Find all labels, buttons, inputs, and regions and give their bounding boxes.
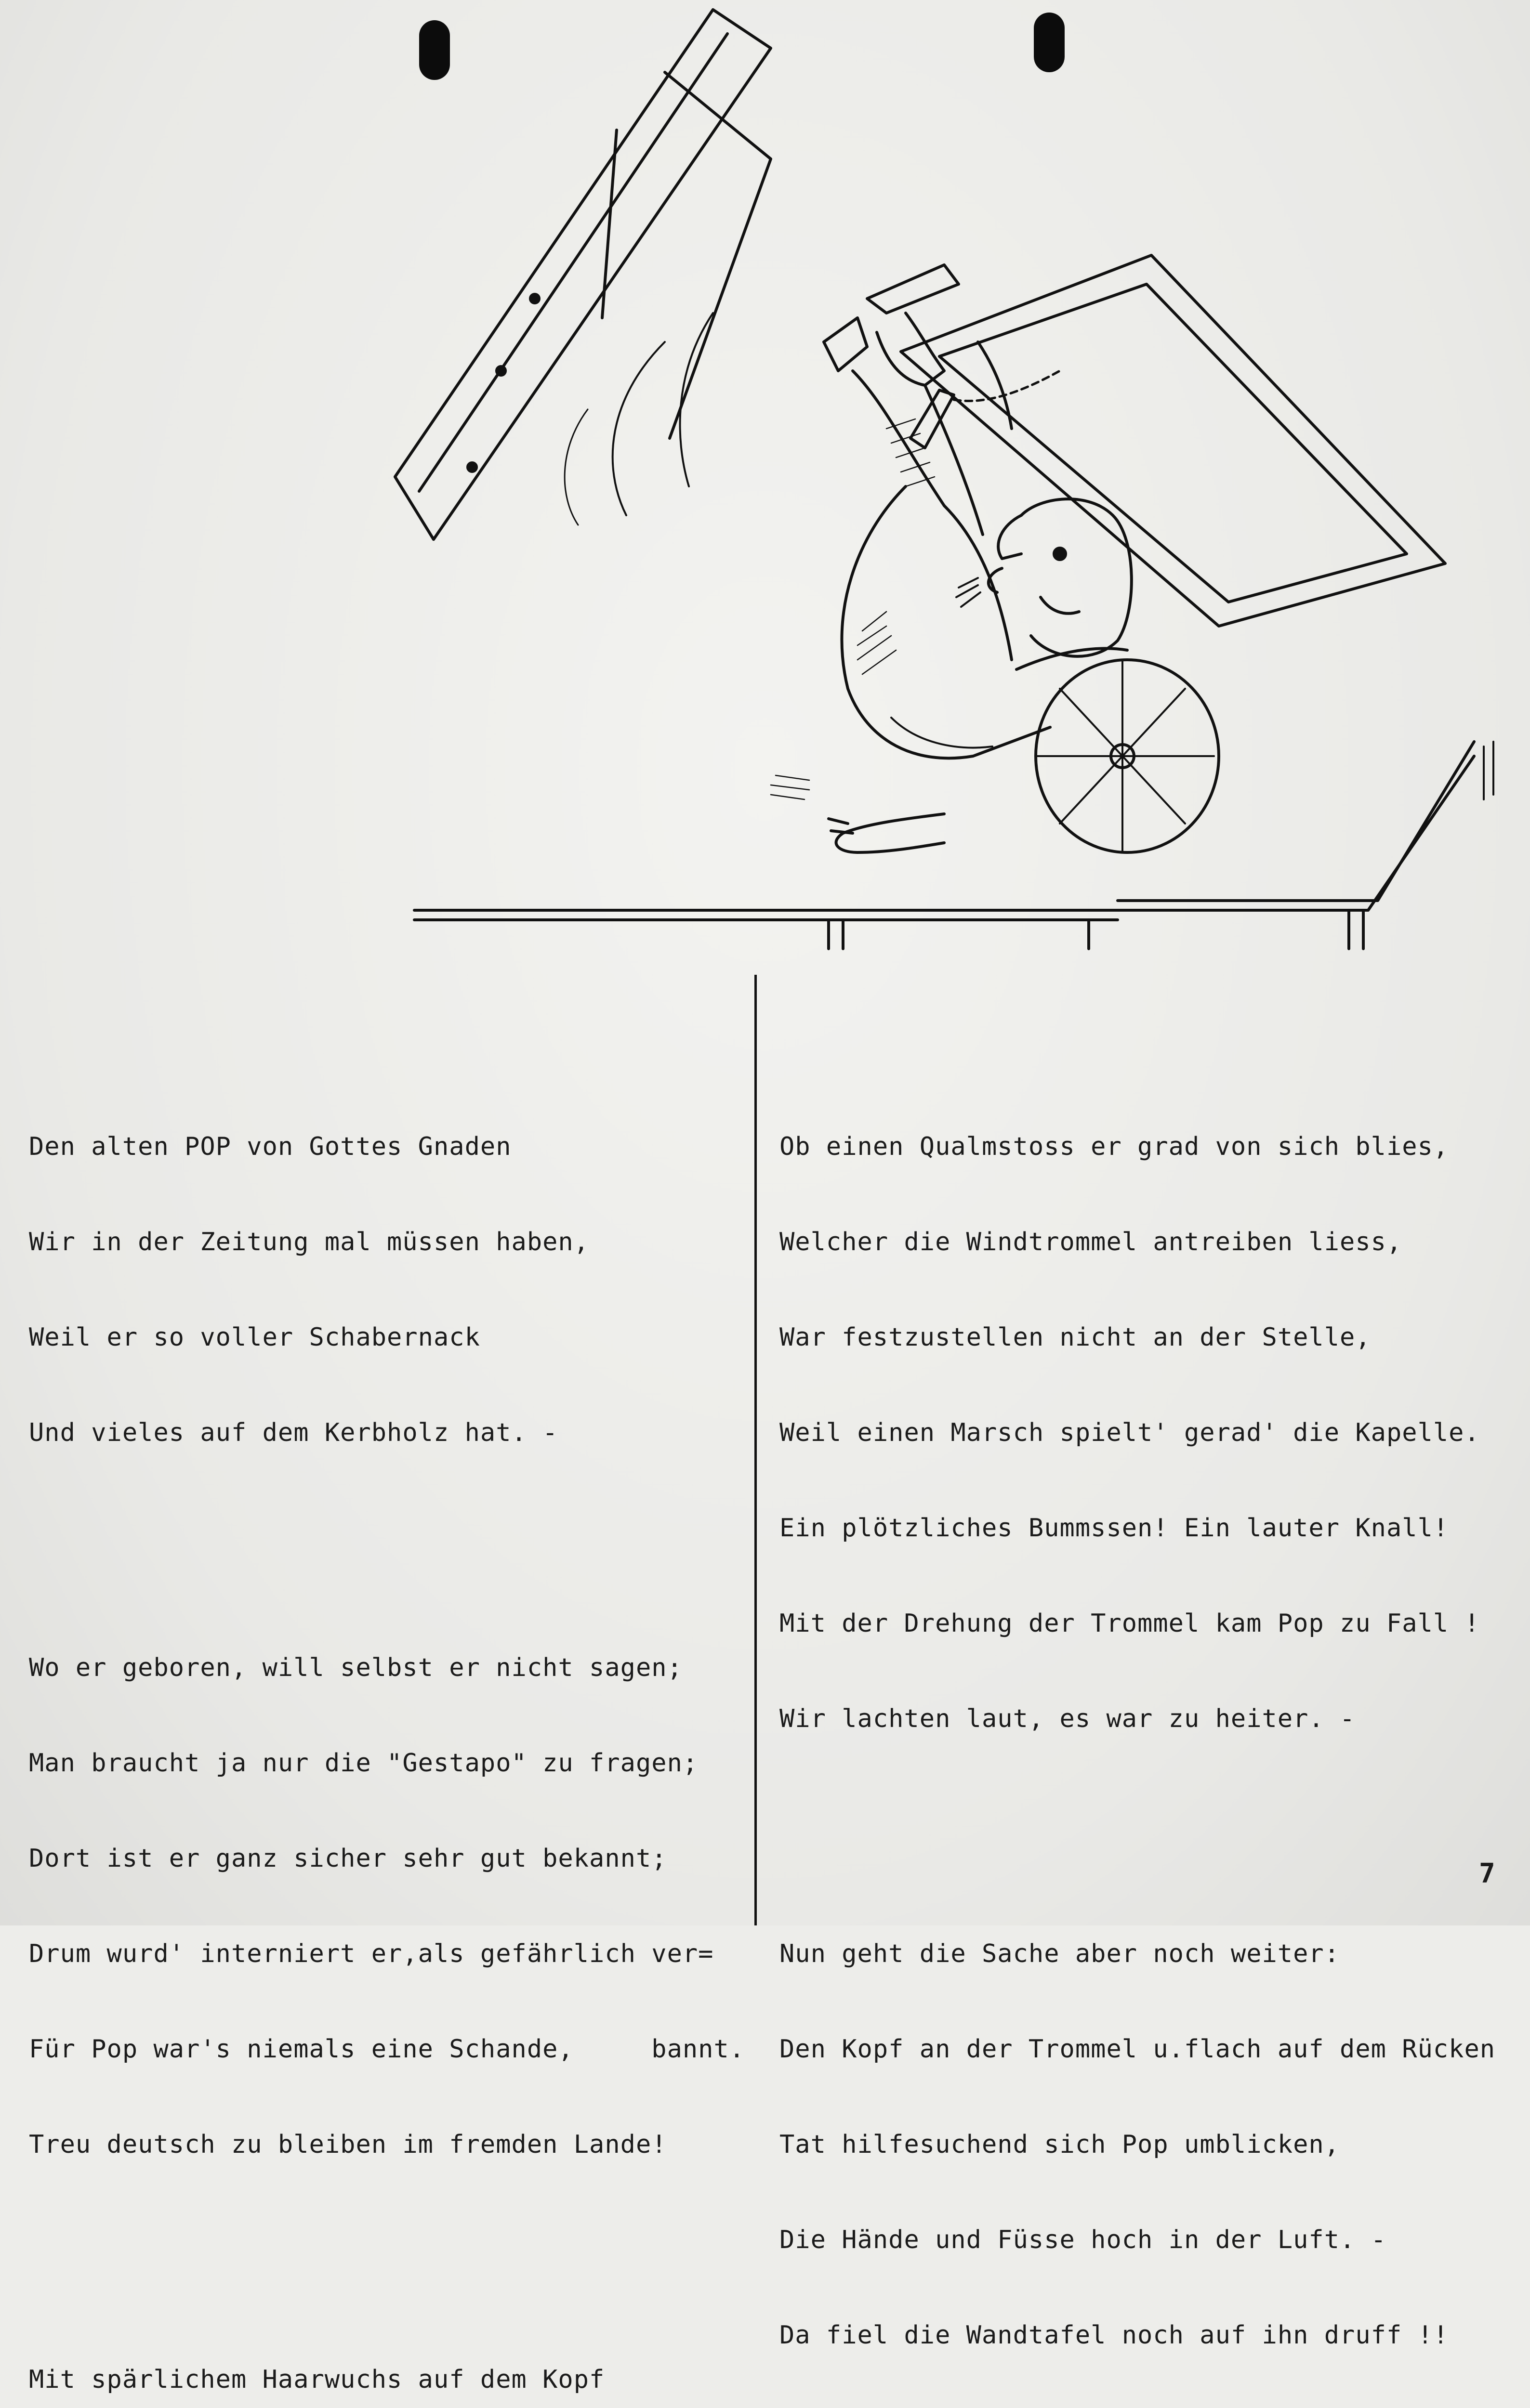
poem-line: Den Kopf an der Trommel u.flach auf dem Rücken — [779, 2035, 1496, 2064]
poem-line: Und vieles auf dem Kerbholz hat. - — [29, 1418, 558, 1447]
poem-line: Dort ist er ganz sicher sehr gut bekannt; — [29, 1844, 667, 1873]
stanza — [29, 1588, 747, 2224]
poem-line: Weil er so voller Schabernack — [29, 1323, 480, 1352]
poem-left-column — [29, 1004, 747, 2408]
head — [1021, 499, 1132, 656]
poem-line: Ein plötzliches Bummssen! Ein lauter Knall! — [779, 1514, 1449, 1543]
poem-line: Treu deutsch zu bleiben im fremden Lande! — [29, 2130, 667, 2159]
easel-frame — [395, 10, 771, 539]
column-divider — [754, 975, 757, 1925]
poem-line: Wo er geboren, will selbst er nicht sagen; — [29, 1653, 683, 1682]
poem-line: Man braucht ja nur die "Gestapo" zu fragen; — [29, 1749, 699, 1778]
poem-line: Für Pop war's niemals eine Schande, bannt. — [29, 2035, 745, 2064]
stanza — [29, 1067, 747, 1512]
poem-line: Wir lachten laut, es war zu heiter. - — [779, 1704, 1356, 1733]
stanza — [29, 2300, 747, 2408]
page-number: 7 — [1479, 1858, 1495, 1889]
cartoon-falling-man-icon — [376, 5, 1522, 958]
poem-line: Da fiel die Wandtafel noch auf ihn druff !! — [779, 2321, 1449, 2350]
poem-line: Welcher die Windtrommel antreiben liess, — [779, 1228, 1402, 1256]
poem-line: Mit der Drehung der Trommel kam Pop zu Fall ! — [779, 1609, 1480, 1638]
poem-line: Mit spärlichem Haarwuchs auf dem Kopf — [29, 2365, 605, 2394]
poem-line: Wir in der Zeitung mal müssen haben, — [29, 1228, 590, 1256]
floor — [1118, 742, 1474, 901]
poem-line: Die Hände und Füsse hoch in der Luft. - — [779, 2225, 1386, 2254]
poem-line: Tat hilfesuchend sich Pop umblicken, — [779, 2130, 1340, 2159]
poem-line: Den alten POP von Gottes Gnaden — [29, 1132, 512, 1161]
poem-line: Ob einen Qualmstoss er grad von sich blies, — [779, 1132, 1449, 1161]
boot — [824, 318, 867, 371]
poem-line: War festzustellen nicht an der Stelle, — [779, 1323, 1371, 1352]
poem-right-column — [779, 1004, 1521, 2408]
poem-line: Nun geht die Sache aber noch weiter: — [779, 1939, 1340, 1968]
stanza — [779, 1874, 1521, 2408]
poem-line: Drum wurd' interniert er,als gefährlich ver= — [29, 1939, 714, 1968]
stanza — [779, 1067, 1521, 1798]
poem-line: Weil einen Marsch spielt' gerad' die Kapelle. — [779, 1418, 1480, 1447]
